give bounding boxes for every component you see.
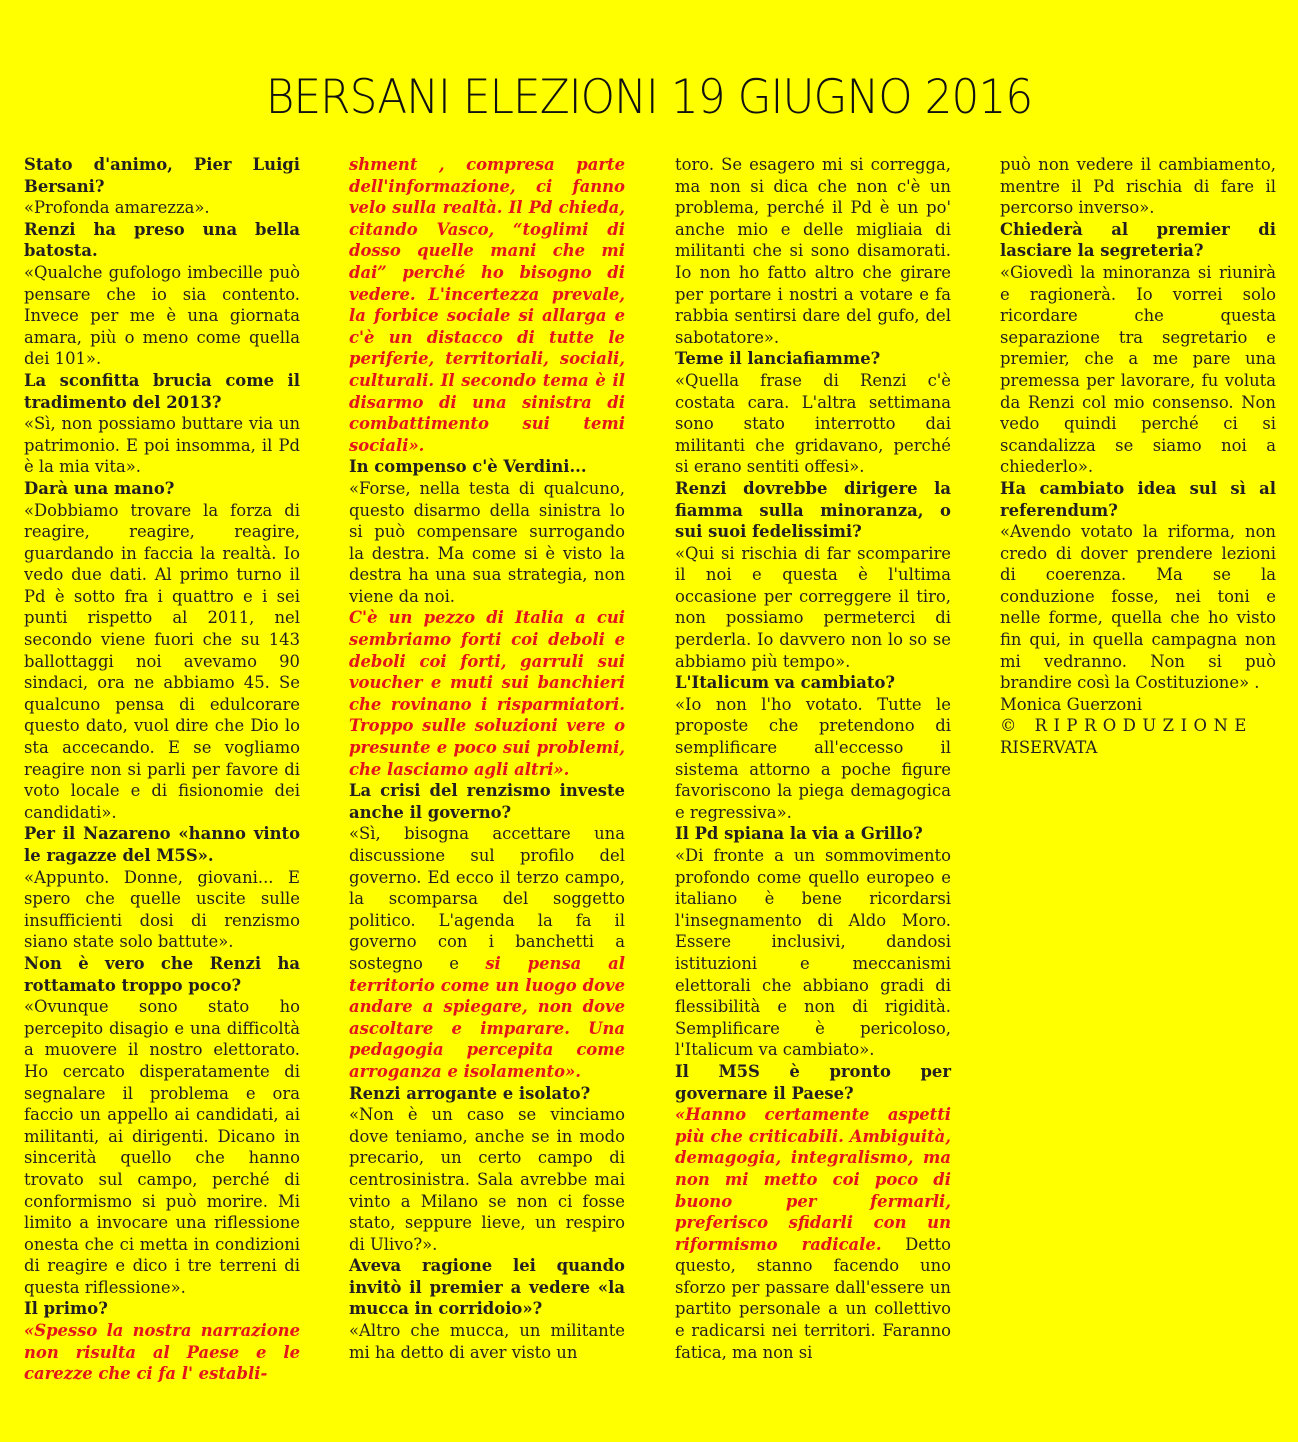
answer — [24, 413, 300, 478]
answer — [24, 867, 300, 953]
answer — [349, 607, 625, 780]
copyright-notice: © RIPRODUZIONE — [1000, 716, 1253, 736]
highlight-text: «Hanno certamente aspetti più che criticabili. Ambiguità, demagogia, integralismo, ma non mi metto coi poco di buono per fermarli, preferisco sfidarli con un riformismo radicale. — [675, 1105, 951, 1254]
column-1 — [24, 154, 300, 1385]
question — [349, 1083, 625, 1105]
answer — [349, 1104, 625, 1255]
answer — [24, 197, 300, 219]
question — [1000, 219, 1276, 262]
answer-text: «Avendo votato la riforma, non credo di dover prendere lezioni di coerenza. Ma se la conduzione fosse, nei toni e nelle forme, quella che ho visto fin qui, in quella campagna non mi vedranno. Non si può brandire così la Costituzione» . — [1000, 522, 1276, 693]
question-text: Renzi ha preso una bella batosta. — [24, 219, 300, 261]
question-text: L'Italicum va cambiato? — [675, 673, 896, 693]
answer — [675, 845, 951, 1061]
answer-text: «Appunto. Donne, giovani... E spero che quelle uscite sulle insufficienti dosi di renzismo siano state solo battute». — [24, 867, 300, 952]
answer — [349, 154, 625, 456]
author-name: Monica Guerzoni — [1000, 694, 1143, 714]
answer — [675, 1104, 951, 1363]
highlight-text: «Spesso la nostra narrazione non risulta al Paese e le carezze che ci fa l' establi- — [24, 1321, 300, 1384]
answer-text: «Dobbiamo trovare la forza di reagire, reagire, reagire, guardando in faccia la realtà. Io vedo due dati. Al primo turno il Pd è sotto fra i quattro e i sei punti rispetto al 2011, nel secondo viene fuori che su 143 ballottaggi noi avevamo 90 sindaci, ora ne abbiamo 45. Se qualcuno pensa di edulcorare questo dato, vuol dire che Dio lo sta accecando. E se vogliamo reagire non si parli per favore di voto locale e di fisionomie dei candidati». — [24, 500, 300, 822]
answer — [675, 370, 951, 478]
question-text: Renzi dovrebbe dirigere la fiamma sulla minoranza, o sui suoi fedelissimi? — [675, 478, 951, 542]
answer-text: «Sì, non possiamo buttare via un patrimonio. E poi insomma, il Pd è la mia vita». — [24, 414, 300, 477]
answer-text: «Giovedì la minoranza si riunirà e ragionerà. Io vorrei solo ricordare che questa separazione tra segretario e premier, che a me pare una premessa per lavorare, fu voluta da Renzi col mio consenso. Non vedo quindi perché ci si scandalizza se siamo noi a chiederlo». — [1000, 262, 1276, 477]
question-text: Stato d'animo, Pier Luigi Bersani? — [24, 155, 300, 196]
question — [349, 1255, 625, 1320]
question-text: La crisi del renzismo investe anche il governo? — [349, 781, 625, 822]
answer — [349, 823, 625, 1082]
answer-text: «Sì, bisogna accettare una discussione sul profilo del governo. Ed ecco il terzo campo, la scomparsa del soggetto politico. L'agenda la fa il governo con i banchetti a sostegno e — [349, 824, 625, 973]
question — [675, 672, 951, 694]
question-text: Teme il lanciafiamme? — [675, 349, 881, 369]
answer-text: «Non è un caso se vinciamo dove teniamo, anche se in modo precario, un certo campo di centrosinistra. Sala avrebbe mai vinto a Milano se non ci fosse stato, seppure lieve, un respiro di Ulivo?». — [349, 1105, 625, 1254]
question — [24, 823, 300, 866]
answer — [24, 1320, 300, 1385]
highlight-text: shment , compresa parte dell'informazione, ci fanno velo sulla realtà. Il Pd chieda, citando Vasco, “toglimi di dosso quelle mani che mi dai” perché ho bisogno di vedere. L'incertezza prevale, la forbice sociale si allarga e c'è un distacco di tutte le periferie, territoriali, sociali, culturali. Il secondo tema è il disarmo di una sinistra di combattimento sui temi sociali». — [349, 155, 625, 455]
question — [24, 478, 300, 500]
question-text: In compenso c'è Verdini... — [349, 457, 587, 477]
article-title: BERSANI ELEZIONI 19 GIUGNO 2016 — [265, 70, 1033, 125]
question-text: Il primo? — [24, 1299, 108, 1319]
question — [675, 478, 951, 543]
question — [24, 154, 300, 197]
answer — [1000, 154, 1276, 219]
question — [24, 953, 300, 996]
question — [24, 370, 300, 413]
question — [1000, 478, 1276, 521]
answer — [1000, 521, 1276, 694]
highlight-text: C'è un pezzo di Italia a cui sembriamo forti coi deboli e deboli coi forti, garruli sui voucher e muti sui banchieri che rovinano i risparmiatori. Troppo sulle soluzioni vere o presunte e poco sui problemi, che lasciamo agli altri». — [349, 608, 625, 779]
copyright-notice-line2: RISERVATA — [1000, 738, 1098, 758]
question — [675, 348, 951, 370]
question — [24, 219, 300, 262]
question-text: Ha cambiato idea sul sì al referendum? — [1000, 478, 1276, 520]
question-text: Non è vero che Renzi ha rottamato troppo poco? — [24, 953, 300, 995]
question — [349, 780, 625, 823]
question-text: Aveva ragione lei quando invitò il premier a vedere «la mucca in corridoio»? — [349, 1256, 625, 1319]
question-text: Darà una mano? — [24, 478, 175, 498]
question-text: La sconfitta brucia come il tradimento del 2013? — [24, 370, 300, 412]
answer-text: «Quella frase di Renzi c'è costata cara. L'altra settimana sono stato interrotto dai militanti che gridavano, perché si erano sentiti offesi». — [675, 370, 951, 477]
answer-text: «Qualche gufologo imbecille può pensare che io sia contento. Invece per me è una giornata amara, più o meno come quella dei 101». — [24, 262, 300, 369]
question-text: Chiederà al premier di lasciare la segreteria? — [1000, 219, 1276, 261]
column-4 — [1000, 154, 1276, 759]
question — [675, 1061, 951, 1104]
answer — [675, 694, 951, 824]
question-text: Renzi arrogante e isolato? — [349, 1083, 591, 1103]
answer-text: «Profonda amarezza». — [24, 198, 210, 218]
question-text: Il Pd spiana la via a Grillo? — [675, 824, 923, 844]
question — [675, 823, 951, 845]
answer-text: «Altro che mucca, un militante mi ha detto di aver visto un — [349, 1321, 625, 1362]
answer — [24, 500, 300, 824]
column-2 — [349, 154, 625, 1363]
answer-text: Detto questo, stanno facendo uno sforzo per passare dall'essere un partito personale a un collettivo e radicarsi nei territori. Faranno fatica, ma non si — [675, 1234, 952, 1362]
answer-text: può non vedere il cambiamento, mentre il Pd rischia di fare il percorso inverso». — [1000, 155, 1276, 218]
answer-text: «Di fronte a un sommovimento profondo come quello europeo e italiano è bene ricordarsi l'insegnamento di Aldo Moro. Essere inclusivi, dandosi istituzioni e meccanismi elettorali che abbiano gradi di flessibilità e non di rigidità. Semplificare è pericoloso, l'Italicum va cambiato». — [675, 846, 951, 1060]
question-text: Per il Nazareno «hanno vinto le ragazze del M5S». — [24, 824, 300, 865]
answer — [24, 262, 300, 370]
answer-text: «Forse, nella testa di qualcuno, questo disarmo della sinistra lo si può compensare surrogando la destra. Ma come si è visto la destra ha una sua strategia, non viene da noi. — [349, 478, 625, 606]
question — [24, 1298, 300, 1320]
question-text: Il M5S è pronto per governare il Paese? — [675, 1061, 951, 1103]
answer-text: «Ovunque sono stato ho percepito disagio e una difficoltà a muovere il nostro elettorato. Ho cercato disperatamente di segnalare il problema e ora faccio un appello ai candidati, ai militanti, ai dirigenti. Dicano in sincerità quello che hanno trovato sul campo, perché di conformismo si può morire. Mi limito a invocare una riflessione onesta che ci metta in condizioni di reagire e dico i tre terreni di questa riflessione». — [24, 997, 300, 1297]
answer — [675, 154, 951, 348]
answer — [349, 478, 625, 608]
answer-text: toro. Se esagero mi si corregga, ma non si dica che non c'è un problema, perché il Pd è un po' anche mio e delle migliaia di militanti che si sono disamorati. Io non ho fatto altro che girare per portare i nostri a votare e fa rabbia sentirsi dare del gufo, del sabotatore». — [675, 155, 951, 347]
answer — [1000, 262, 1276, 478]
highlight-text: si pensa al territorio come un luogo dove andare a spiegare, non dove ascoltare e imparare. Una pedagogia percepita come arroganza e isolamento». — [349, 953, 626, 1081]
answer — [675, 543, 951, 673]
question — [349, 456, 625, 478]
answer-text: «Io non l'ho votato. Tutte le proposte che pretendono di semplificare all'eccesso il sistema attorno a poche figure favoriscono la piega demagogica e regressiva». — [675, 694, 951, 822]
answer-text: «Qui si rischia di far scomparire il noi e questa è l'ultima occasione per correggere il tiro, non possiamo permeterci di perderla. Io davvero non lo so se abbiamo più tempo». — [675, 543, 951, 671]
answer — [24, 996, 300, 1298]
answer — [349, 1320, 625, 1363]
column-3 — [675, 154, 951, 1363]
